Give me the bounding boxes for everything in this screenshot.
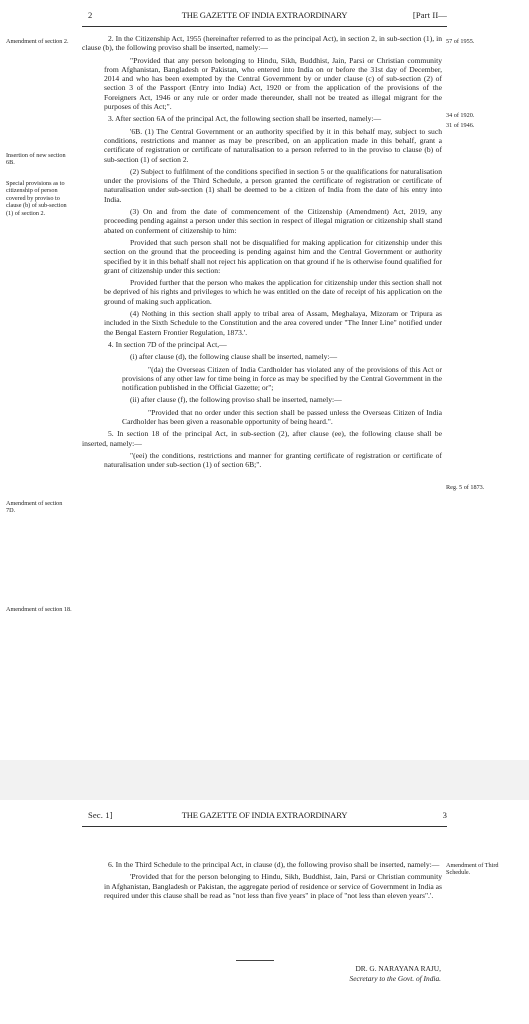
signatory-title: Secretary to the Govt. of India. [349, 974, 441, 983]
proviso-text: "Provided that any person belonging to Hindu, Sikh, Buddhist, Jain, Parsi or Christian community from Afghanistan, Bangladesh or Pakistan, who entered into India on or before the 31st day of December, 2014 and who has been exempted by the Central Government by or under clause (c) of sub-section (2) of section 3 of the Passport (Entry into India) Act, 1920 or from the application of the provisions of the Foreigners Act, 1946 or any rule or order made thereunder, shall not be treated as illegal migrant for the purposes of this Act;". [104, 55, 442, 112]
page-header [82, 808, 447, 827]
section-6b-1: '6B. (1) The Central Government or an authority specified by it in this behalf may, subject to such conditions, restrictions and manner as may be prescribed, on an application made in this behalf, grant a certificate of registration or certificate of naturalisation to a person referred to in the proviso to clause (b) of sub-section (1) of section 2. [104, 126, 442, 164]
signatory-name: DR. G. NARAYANA RAJU, [355, 964, 441, 973]
proviso-7d: "Provided that no order under this section shall be passed unless the Overseas Citizen of India Cardholder has been given a reasonable opportunity of being heard.". [122, 407, 442, 426]
margin-note: Insertion of new section 6B. [6, 152, 66, 167]
page-gap [0, 760, 529, 800]
act-reference: 31 of 1946. [446, 122, 475, 129]
section-6b-3: (3) On and from the date of commencement of the Citizenship (Amendment) Act, 2019, any proceeding pending against a person under this section in respect of illegal migration or citizenship shall stand abated on conferment of citizenship to him: [104, 207, 442, 235]
section-6b-2: (2) Subject to fulfilment of the conditions specified in section 5 or the qualifications for naturalisation under the provisions of the Third Schedule, a person granted the certificate of registration or certificate of naturalisation under sub-section (1) shall be deemed to be a citizen of India from the date of his entry into India. [104, 166, 442, 204]
margin-note: Amendment of section 2. [6, 38, 69, 45]
section-6b-4: (4) Nothing in this section shall apply to tribal area of Assam, Meghalaya, Mizoram or Tripura as included in the Sixth Schedule to the Constitution and the area covered under "The Inner Line" notified under the Bengal Eastern Frontier Regulation, 1873.'. [104, 309, 442, 337]
gazette-title: THE GAZETTE OF INDIA EXTRAORDINARY [181, 10, 348, 20]
act-reference: 34 of 1920. [446, 112, 475, 119]
section-4: 4. In section 7D of the principal Act,— [108, 339, 227, 349]
signature-block [350, 964, 441, 984]
act-reference: 57 of 1955. [446, 38, 475, 45]
page-number: 2 [88, 10, 93, 20]
margin-note: Amendment of section 7D. [6, 500, 63, 515]
section-6b-proviso-further: Provided further that the person who makes the application for citizenship under this section shall not be deprived of his rights and privileges to which he was entitled on the date of receipt of his application on the ground of making such application. [104, 278, 442, 306]
part-label: [Part II— [412, 10, 447, 20]
third-schedule-proviso: 'Provided that for the person belonging to Hindu, Sikh, Buddhist, Jain, Parsi or Christian community in Afghanistan, Bangladesh or Pakistan, the aggregate period of residence or service of Government in India as required under this clause shall be read as "not less than five years" in place of "not less than eleven years".'. [104, 872, 442, 900]
signature-rule [236, 960, 274, 961]
margin-note: Special provisions as to citizenship of person covered by proviso to clause (b) of sub-section (1) of section 2. [6, 180, 67, 217]
section-4-ii: (ii) after clause (f), the following proviso shall be inserted, namely:— [130, 395, 342, 405]
page-body [82, 34, 442, 472]
section-4-i: (i) after clause (d), the following clause shall be inserted, namely:— [130, 352, 338, 362]
section-6b-proviso: Provided that such person shall not be disqualified for making application for citizenship under this section on the ground that the proceeding is pending against him and the Central Government or authority specified by it in this behalf shall not reject his application on that ground if he is otherwise found qualified for grant of citizenship under this section: [104, 237, 442, 275]
gazette-page-3 [0, 800, 529, 1024]
act-reference: Reg. 5 of 1873. [446, 484, 485, 491]
margin-note: Amendment of Third Schedule. [446, 862, 499, 877]
section-5: 5. In section 18 of the principal Act, in sub-section (2), after clause (ee), the following clause shall be inserted, namely:— [82, 429, 442, 448]
page-header [82, 8, 447, 27]
gazette-title: THE GAZETTE OF INDIA EXTRAORDINARY [181, 810, 348, 820]
clause-da: "(da) the Overseas Citizen of India Cardholder has violated any of the provisions of this Act or provisions of any other law for time being in force as may be specified by the Central Government in the notification published in the Official Gazette; or"; [122, 364, 442, 393]
section-6: 6. In the Third Schedule to the principal Act, in clause (d), the following proviso shall be inserted, namely:— [108, 860, 440, 869]
page-number: 3 [442, 810, 447, 820]
margin-note: Amendment of section 18. [6, 606, 72, 613]
section-label: Sec. 1] [88, 810, 113, 820]
page-body [82, 860, 442, 903]
section-3: 3. After section 6A of the principal Act, the following section shall be inserted, namely:— [108, 114, 382, 124]
section-2: 2. In the Citizenship Act, 1955 (hereinafter referred to as the principal Act), in section 2, in sub-section (1), in clause (b), the following proviso shall be inserted, namely:— [82, 34, 442, 53]
clause-eei: "(eei) the conditions, restrictions and manner for granting certificate of registration or certificate of naturalisation under sub-section (1) of section 6B;". [104, 450, 442, 470]
